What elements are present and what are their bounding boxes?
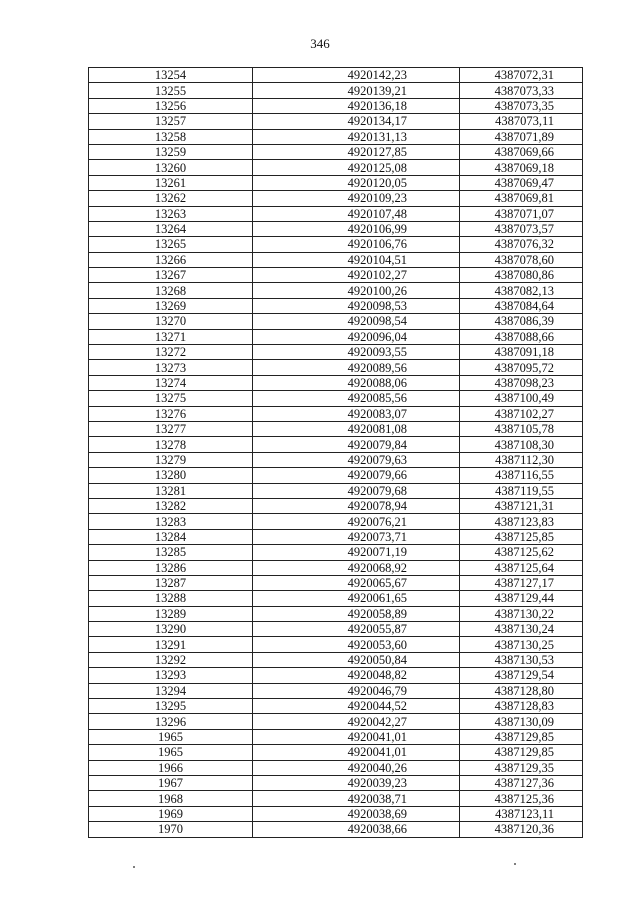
x-coordinate-cell: 4920136,18	[253, 98, 460, 113]
point-number-cell: 1965	[89, 745, 253, 760]
x-coordinate-cell: 4920106,99	[253, 221, 460, 236]
x-coordinate-cell: 4920083,07	[253, 406, 460, 421]
point-number-cell: 13269	[89, 298, 253, 313]
y-coordinate-cell: 4387129,44	[460, 591, 583, 606]
point-number-cell: 13280	[89, 468, 253, 483]
y-coordinate-cell: 4387084,64	[460, 298, 583, 313]
x-coordinate-cell: 4920088,06	[253, 375, 460, 390]
y-coordinate-cell: 4387088,66	[460, 329, 583, 344]
y-coordinate-cell: 4387130,53	[460, 652, 583, 667]
x-coordinate-cell: 4920039,23	[253, 775, 460, 790]
table-row	[89, 68, 583, 83]
table-row	[89, 391, 583, 406]
x-coordinate-cell: 4920127,85	[253, 144, 460, 159]
y-coordinate-cell: 4387069,18	[460, 160, 583, 175]
x-coordinate-cell: 4920089,56	[253, 360, 460, 375]
table-row	[89, 791, 583, 806]
point-number-cell: 13293	[89, 668, 253, 683]
point-number-cell: 13291	[89, 637, 253, 652]
scan-speck	[133, 866, 135, 868]
point-number-cell: 1969	[89, 806, 253, 821]
table-row	[89, 375, 583, 390]
y-coordinate-cell: 4387073,57	[460, 221, 583, 236]
point-number-cell: 13282	[89, 498, 253, 513]
x-coordinate-cell: 4920073,71	[253, 529, 460, 544]
x-coordinate-cell: 4920061,65	[253, 591, 460, 606]
x-coordinate-cell: 4920079,68	[253, 483, 460, 498]
x-coordinate-cell: 4920044,52	[253, 699, 460, 714]
x-coordinate-cell: 4920085,56	[253, 391, 460, 406]
y-coordinate-cell: 4387125,36	[460, 791, 583, 806]
x-coordinate-cell: 4920093,55	[253, 345, 460, 360]
point-number-cell: 13283	[89, 514, 253, 529]
y-coordinate-cell: 4387130,22	[460, 606, 583, 621]
table-row	[89, 545, 583, 560]
y-coordinate-cell: 4387073,35	[460, 98, 583, 113]
point-number-cell: 13286	[89, 560, 253, 575]
y-coordinate-cell: 4387116,55	[460, 468, 583, 483]
y-coordinate-cell: 4387129,54	[460, 668, 583, 683]
point-number-cell: 13271	[89, 329, 253, 344]
table-row	[89, 114, 583, 129]
point-number-cell: 1970	[89, 822, 253, 837]
y-coordinate-cell: 4387128,83	[460, 699, 583, 714]
y-coordinate-cell: 4387129,85	[460, 745, 583, 760]
y-coordinate-cell: 4387095,72	[460, 360, 583, 375]
table-row	[89, 252, 583, 267]
point-number-cell: 13294	[89, 683, 253, 698]
point-number-cell: 1968	[89, 791, 253, 806]
x-coordinate-cell: 4920055,87	[253, 622, 460, 637]
point-number-cell: 13279	[89, 452, 253, 467]
x-coordinate-cell: 4920096,04	[253, 329, 460, 344]
x-coordinate-cell: 4920041,01	[253, 729, 460, 744]
scan-speck	[514, 863, 516, 865]
x-coordinate-cell: 4920079,84	[253, 437, 460, 452]
point-number-cell: 13266	[89, 252, 253, 267]
point-number-cell: 13277	[89, 421, 253, 436]
y-coordinate-cell: 4387125,62	[460, 545, 583, 560]
table-row	[89, 652, 583, 667]
table-row	[89, 221, 583, 236]
point-number-cell: 13264	[89, 221, 253, 236]
x-coordinate-cell: 4920104,51	[253, 252, 460, 267]
x-coordinate-cell: 4920142,23	[253, 68, 460, 83]
point-number-cell: 13275	[89, 391, 253, 406]
x-coordinate-cell: 4920038,69	[253, 806, 460, 821]
x-coordinate-cell: 4920081,08	[253, 421, 460, 436]
point-number-cell: 1966	[89, 760, 253, 775]
y-coordinate-cell: 4387078,60	[460, 252, 583, 267]
point-number-cell: 13261	[89, 175, 253, 190]
table-row	[89, 514, 583, 529]
x-coordinate-cell: 4920065,67	[253, 575, 460, 590]
x-coordinate-cell: 4920071,19	[253, 545, 460, 560]
point-number-cell: 13285	[89, 545, 253, 560]
y-coordinate-cell: 4387098,23	[460, 375, 583, 390]
point-number-cell: 13268	[89, 283, 253, 298]
x-coordinate-cell: 4920042,27	[253, 714, 460, 729]
table-row	[89, 498, 583, 513]
x-coordinate-cell: 4920098,53	[253, 298, 460, 313]
y-coordinate-cell: 4387086,39	[460, 314, 583, 329]
x-coordinate-cell: 4920107,48	[253, 206, 460, 221]
y-coordinate-cell: 4387130,09	[460, 714, 583, 729]
table-row	[89, 406, 583, 421]
point-number-cell: 1967	[89, 775, 253, 790]
table-row	[89, 745, 583, 760]
y-coordinate-cell: 4387127,17	[460, 575, 583, 590]
y-coordinate-cell: 4387069,47	[460, 175, 583, 190]
table-row	[89, 452, 583, 467]
x-coordinate-cell: 4920125,08	[253, 160, 460, 175]
point-number-cell: 13287	[89, 575, 253, 590]
x-coordinate-cell: 4920050,84	[253, 652, 460, 667]
y-coordinate-cell: 4387125,64	[460, 560, 583, 575]
table-row	[89, 560, 583, 575]
table-row	[89, 575, 583, 590]
x-coordinate-cell: 4920102,27	[253, 268, 460, 283]
table-row	[89, 98, 583, 113]
point-number-cell: 13273	[89, 360, 253, 375]
x-coordinate-cell: 4920131,13	[253, 129, 460, 144]
y-coordinate-cell: 4387129,85	[460, 729, 583, 744]
table-row	[89, 268, 583, 283]
table-row	[89, 83, 583, 98]
y-coordinate-cell: 4387091,18	[460, 345, 583, 360]
point-number-cell: 13259	[89, 144, 253, 159]
point-number-cell: 13263	[89, 206, 253, 221]
y-coordinate-cell: 4387128,80	[460, 683, 583, 698]
table-row	[89, 714, 583, 729]
point-number-cell: 13262	[89, 191, 253, 206]
point-number-cell: 13265	[89, 237, 253, 252]
table-row	[89, 298, 583, 313]
point-number-cell: 13284	[89, 529, 253, 544]
table-row	[89, 144, 583, 159]
point-number-cell: 13295	[89, 699, 253, 714]
table-row	[89, 191, 583, 206]
y-coordinate-cell: 4387130,25	[460, 637, 583, 652]
point-number-cell: 13258	[89, 129, 253, 144]
table-row	[89, 775, 583, 790]
x-coordinate-cell: 4920139,21	[253, 83, 460, 98]
table-row	[89, 622, 583, 637]
point-number-cell: 13254	[89, 68, 253, 83]
point-number-cell: 13257	[89, 114, 253, 129]
page-number: 346	[310, 36, 330, 51]
y-coordinate-cell: 4387073,11	[460, 114, 583, 129]
x-coordinate-cell: 4920076,21	[253, 514, 460, 529]
point-number-cell: 13278	[89, 437, 253, 452]
y-coordinate-cell: 4387071,89	[460, 129, 583, 144]
point-number-cell: 13296	[89, 714, 253, 729]
y-coordinate-cell: 4387129,35	[460, 760, 583, 775]
x-coordinate-cell: 4920134,17	[253, 114, 460, 129]
table-row	[89, 591, 583, 606]
x-coordinate-cell: 4920046,79	[253, 683, 460, 698]
table-row	[89, 483, 583, 498]
x-coordinate-cell: 4920068,92	[253, 560, 460, 575]
y-coordinate-cell: 4387100,49	[460, 391, 583, 406]
y-coordinate-cell: 4387108,30	[460, 437, 583, 452]
x-coordinate-cell: 4920038,71	[253, 791, 460, 806]
y-coordinate-cell: 4387119,55	[460, 483, 583, 498]
point-number-cell: 13289	[89, 606, 253, 621]
y-coordinate-cell: 4387112,30	[460, 452, 583, 467]
point-number-cell: 13255	[89, 83, 253, 98]
point-number-cell: 1965	[89, 729, 253, 744]
point-number-cell: 13256	[89, 98, 253, 113]
y-coordinate-cell: 4387102,27	[460, 406, 583, 421]
table-row	[89, 437, 583, 452]
table-row	[89, 314, 583, 329]
table-row	[89, 160, 583, 175]
x-coordinate-cell: 4920120,05	[253, 175, 460, 190]
y-coordinate-cell: 4387069,66	[460, 144, 583, 159]
x-coordinate-cell: 4920041,01	[253, 745, 460, 760]
table-row	[89, 468, 583, 483]
table-row	[89, 529, 583, 544]
y-coordinate-cell: 4387076,32	[460, 237, 583, 252]
x-coordinate-cell: 4920058,89	[253, 606, 460, 621]
y-coordinate-cell: 4387073,33	[460, 83, 583, 98]
table-row	[89, 683, 583, 698]
table-row	[89, 360, 583, 375]
point-number-cell: 13267	[89, 268, 253, 283]
point-number-cell: 13274	[89, 375, 253, 390]
table-row	[89, 329, 583, 344]
table-row	[89, 421, 583, 436]
y-coordinate-cell: 4387125,85	[460, 529, 583, 544]
table-row	[89, 699, 583, 714]
point-number-cell: 13272	[89, 345, 253, 360]
x-coordinate-cell: 4920079,66	[253, 468, 460, 483]
x-coordinate-cell: 4920048,82	[253, 668, 460, 683]
point-number-cell: 13281	[89, 483, 253, 498]
point-number-cell: 13276	[89, 406, 253, 421]
table-row	[89, 668, 583, 683]
y-coordinate-cell: 4387105,78	[460, 421, 583, 436]
table-row	[89, 729, 583, 744]
table-row	[89, 822, 583, 837]
table-row	[89, 237, 583, 252]
y-coordinate-cell: 4387123,83	[460, 514, 583, 529]
table-row	[89, 606, 583, 621]
coordinates-table-body	[89, 68, 583, 838]
x-coordinate-cell: 4920078,94	[253, 498, 460, 513]
table-row	[89, 175, 583, 190]
y-coordinate-cell: 4387121,31	[460, 498, 583, 513]
table-row	[89, 637, 583, 652]
y-coordinate-cell: 4387130,24	[460, 622, 583, 637]
x-coordinate-cell: 4920053,60	[253, 637, 460, 652]
table-row	[89, 760, 583, 775]
y-coordinate-cell: 4387123,11	[460, 806, 583, 821]
table-row	[89, 206, 583, 221]
table-row	[89, 283, 583, 298]
point-number-cell: 13288	[89, 591, 253, 606]
table-row	[89, 129, 583, 144]
point-number-cell: 13292	[89, 652, 253, 667]
y-coordinate-cell: 4387082,13	[460, 283, 583, 298]
y-coordinate-cell: 4387127,36	[460, 775, 583, 790]
point-number-cell: 13270	[89, 314, 253, 329]
y-coordinate-cell: 4387120,36	[460, 822, 583, 837]
x-coordinate-cell: 4920040,26	[253, 760, 460, 775]
point-number-cell: 13260	[89, 160, 253, 175]
y-coordinate-cell: 4387071,07	[460, 206, 583, 221]
y-coordinate-cell: 4387072,31	[460, 68, 583, 83]
x-coordinate-cell: 4920098,54	[253, 314, 460, 329]
x-coordinate-cell: 4920109,23	[253, 191, 460, 206]
x-coordinate-cell: 4920079,63	[253, 452, 460, 467]
x-coordinate-cell: 4920038,66	[253, 822, 460, 837]
y-coordinate-cell: 4387069,81	[460, 191, 583, 206]
point-number-cell: 13290	[89, 622, 253, 637]
y-coordinate-cell: 4387080,86	[460, 268, 583, 283]
coordinates-table	[88, 67, 583, 838]
table-row	[89, 806, 583, 821]
table-row	[89, 345, 583, 360]
x-coordinate-cell: 4920106,76	[253, 237, 460, 252]
x-coordinate-cell: 4920100,26	[253, 283, 460, 298]
